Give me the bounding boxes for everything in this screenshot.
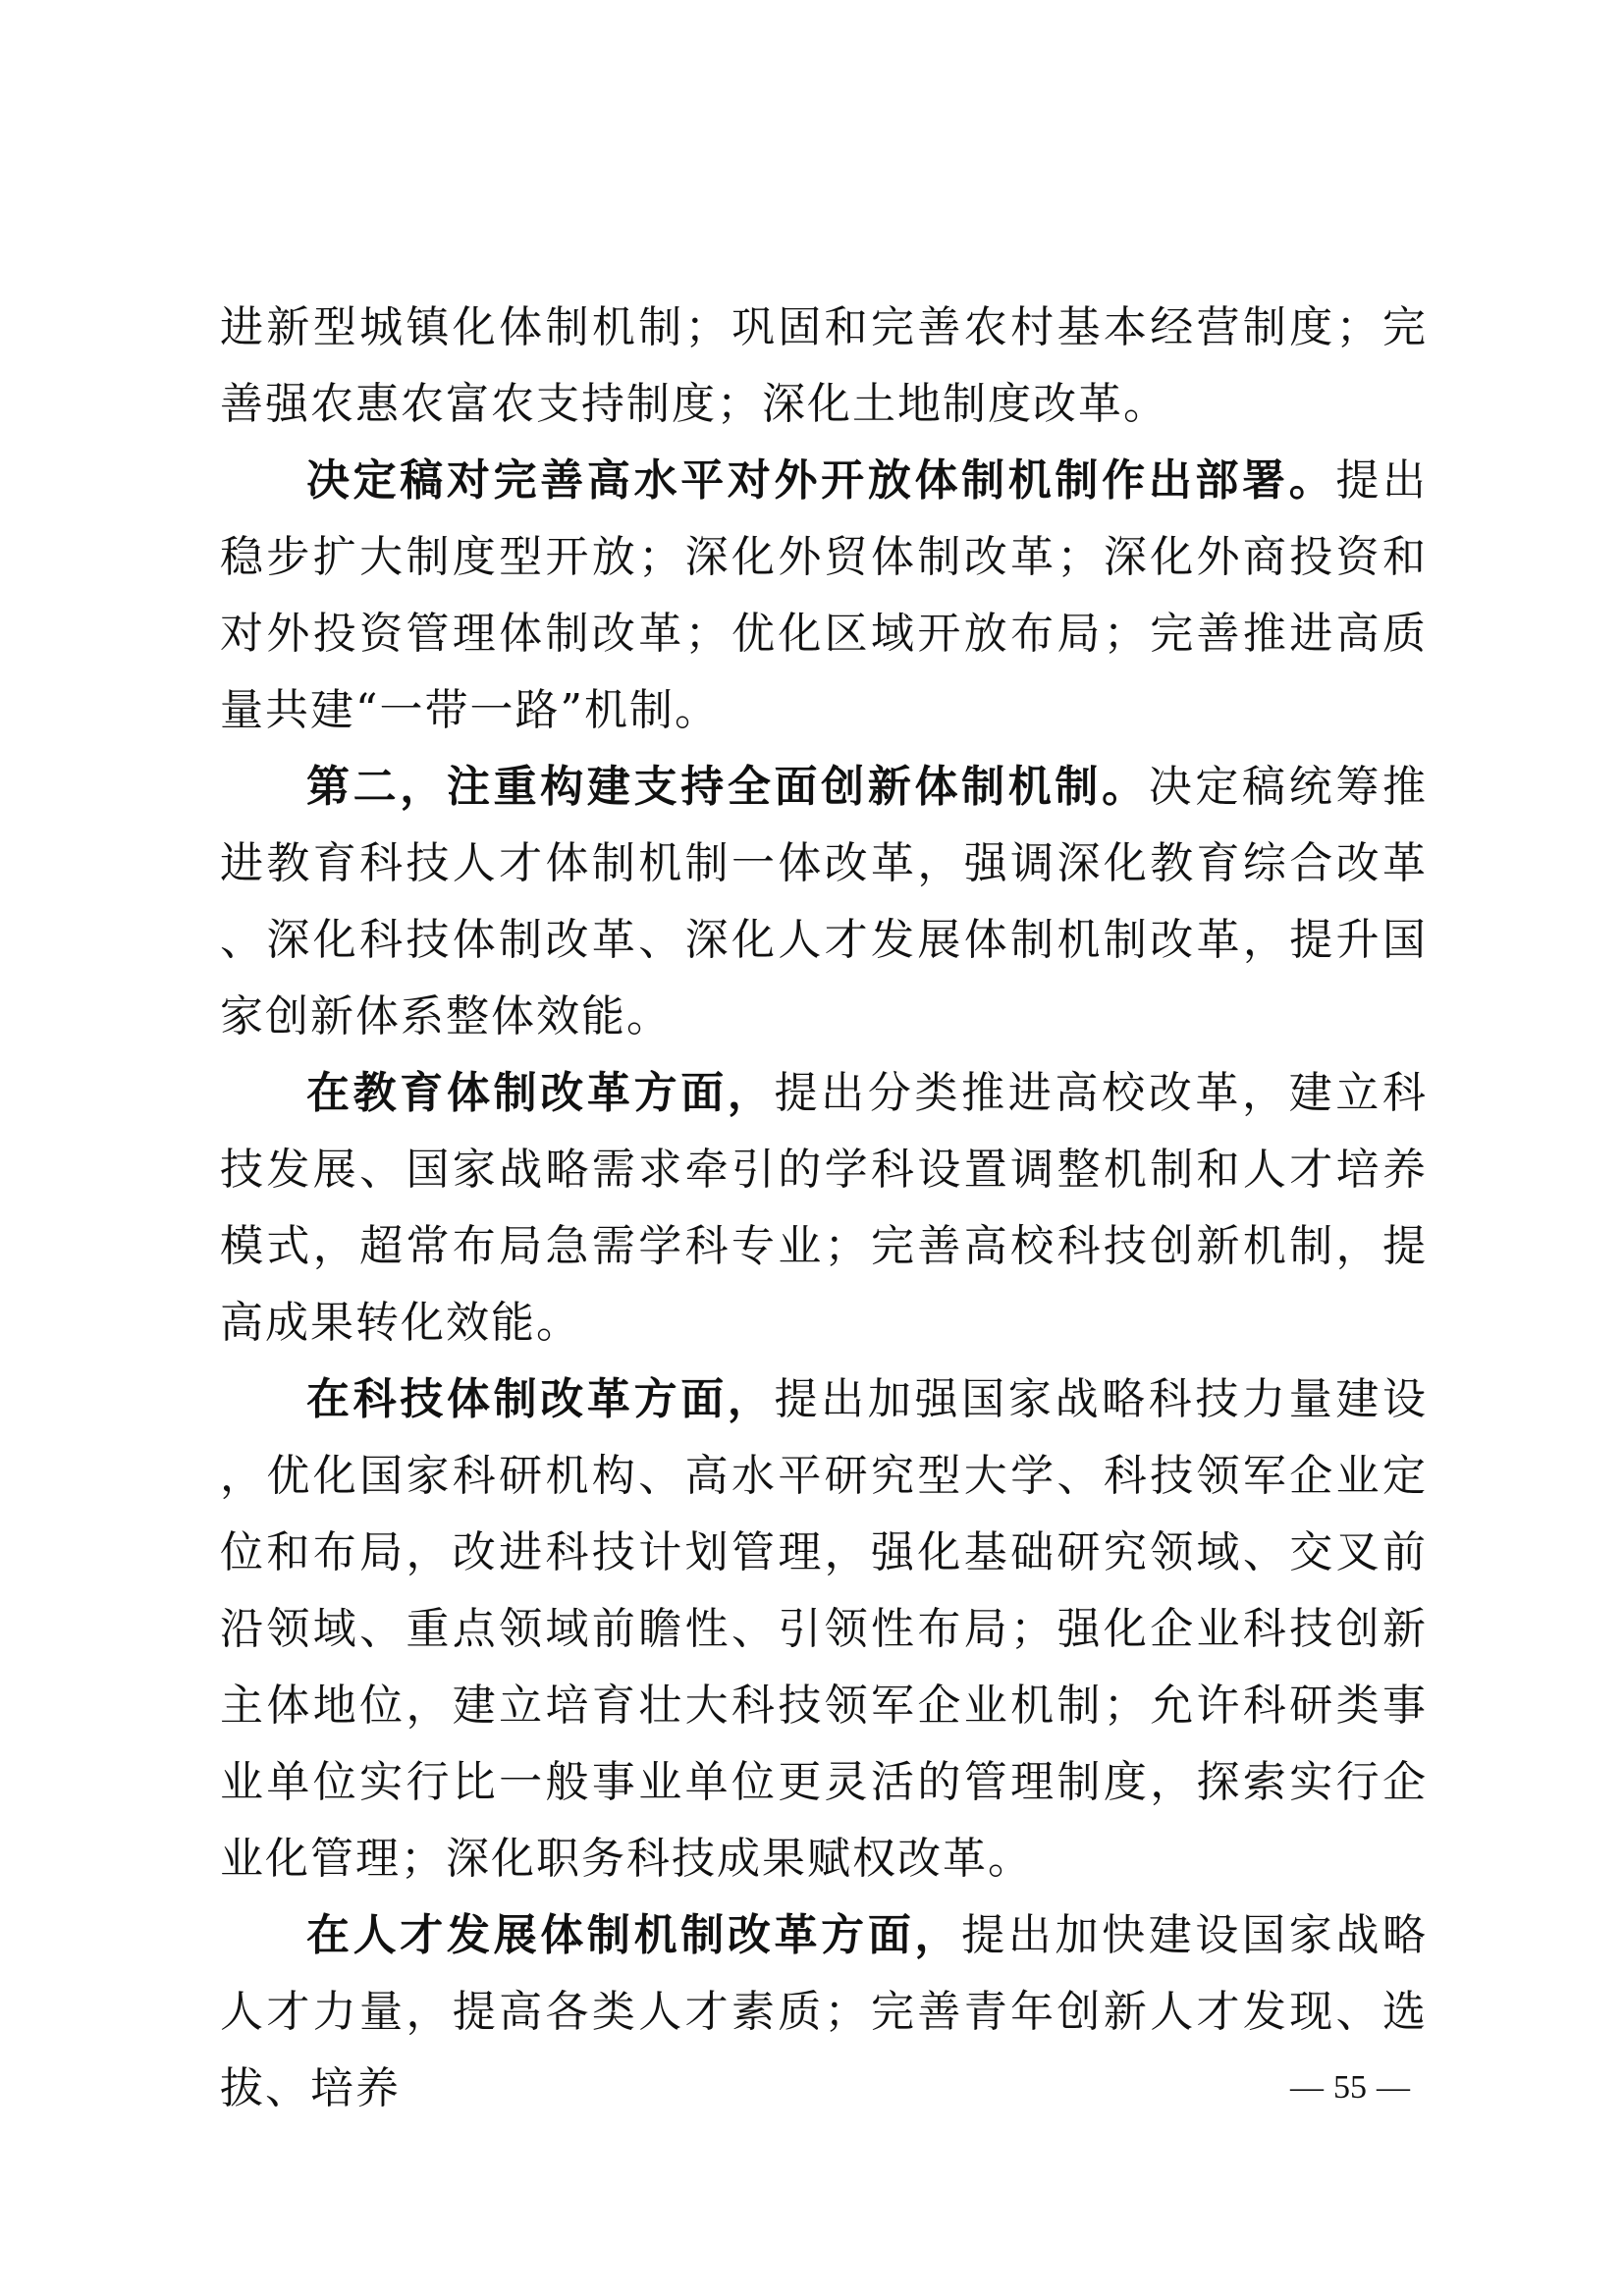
paragraph-5-text: 提出加强国家战略科技力量建设，优化国家科研机构、高水平研究型大学、科技领军企业定位和布局，改进科技计划管理，强化基础研究领域、交叉前沿领域、重点领域前瞻性、引领性布局；强化企业科技创新主体地位，建立培育壮大科技领军企业机制；允许科研类事业单位实行比一般事业单位更灵活的管理制度，探索实行企业化管理；深化职务科技成果赋权改革。 [220,1374,1429,1884]
paragraph-6 [220,1897,1428,2127]
paragraph-1-text: 进新型城镇化体制机制；巩固和完善农村基本经营制度；完善强农惠农富农支持制度；深化土地制度改革。 [220,302,1428,429]
paragraph-2-lead: 决定稿对完善高水平对外开放体制机制作出部署。 [306,455,1336,506]
paragraph-4 [220,1055,1428,1362]
document-body [220,290,1428,2127]
paragraph-5-lead: 在科技体制改革方面， [306,1374,775,1424]
paragraph-2 [220,443,1428,749]
footer-dash-right: — [1377,2069,1410,2106]
paragraph-3-text: 决定稿统筹推进教育科技人才体制机制一体改革，强调深化教育综合改革、深化科技体制改革、深化人才发展体制机制改革，提升国家创新体系整体效能。 [220,762,1429,1041]
paragraph-6-lead: 在人才发展体制机制改革方面， [306,1910,962,1960]
paragraph-4-text: 提出分类推进高校改革，建立科技发展、国家战略需求牵引的学科设置调整机制和人才培养模式，超常布局急需学科专业；完善高校科技创新机制，提高成果转化效能。 [220,1068,1429,1348]
paragraph-3-lead: 第二，注重构建支持全面创新体制机制。 [306,762,1149,812]
paragraph-2-text: 提出稳步扩大制度型开放；深化外贸体制改革；深化外商投资和对外投资管理体制改革；优化区域开放布局；完善推进高质量共建“一带一路”机制。 [220,455,1429,735]
page-number: 55 [1333,2069,1367,2106]
paragraph-5 [220,1362,1428,1897]
paragraph-1 [220,290,1428,443]
footer-dash-left: — [1290,2069,1324,2106]
paragraph-4-lead: 在教育体制改革方面， [306,1068,775,1118]
paragraph-3 [220,749,1428,1055]
paragraph-6-text: 提出加快建设国家战略人才力量，提高各类人才素质；完善青年创新人才发现、选拔、培养 [220,1910,1429,2113]
page-footer [1267,2069,1434,2107]
